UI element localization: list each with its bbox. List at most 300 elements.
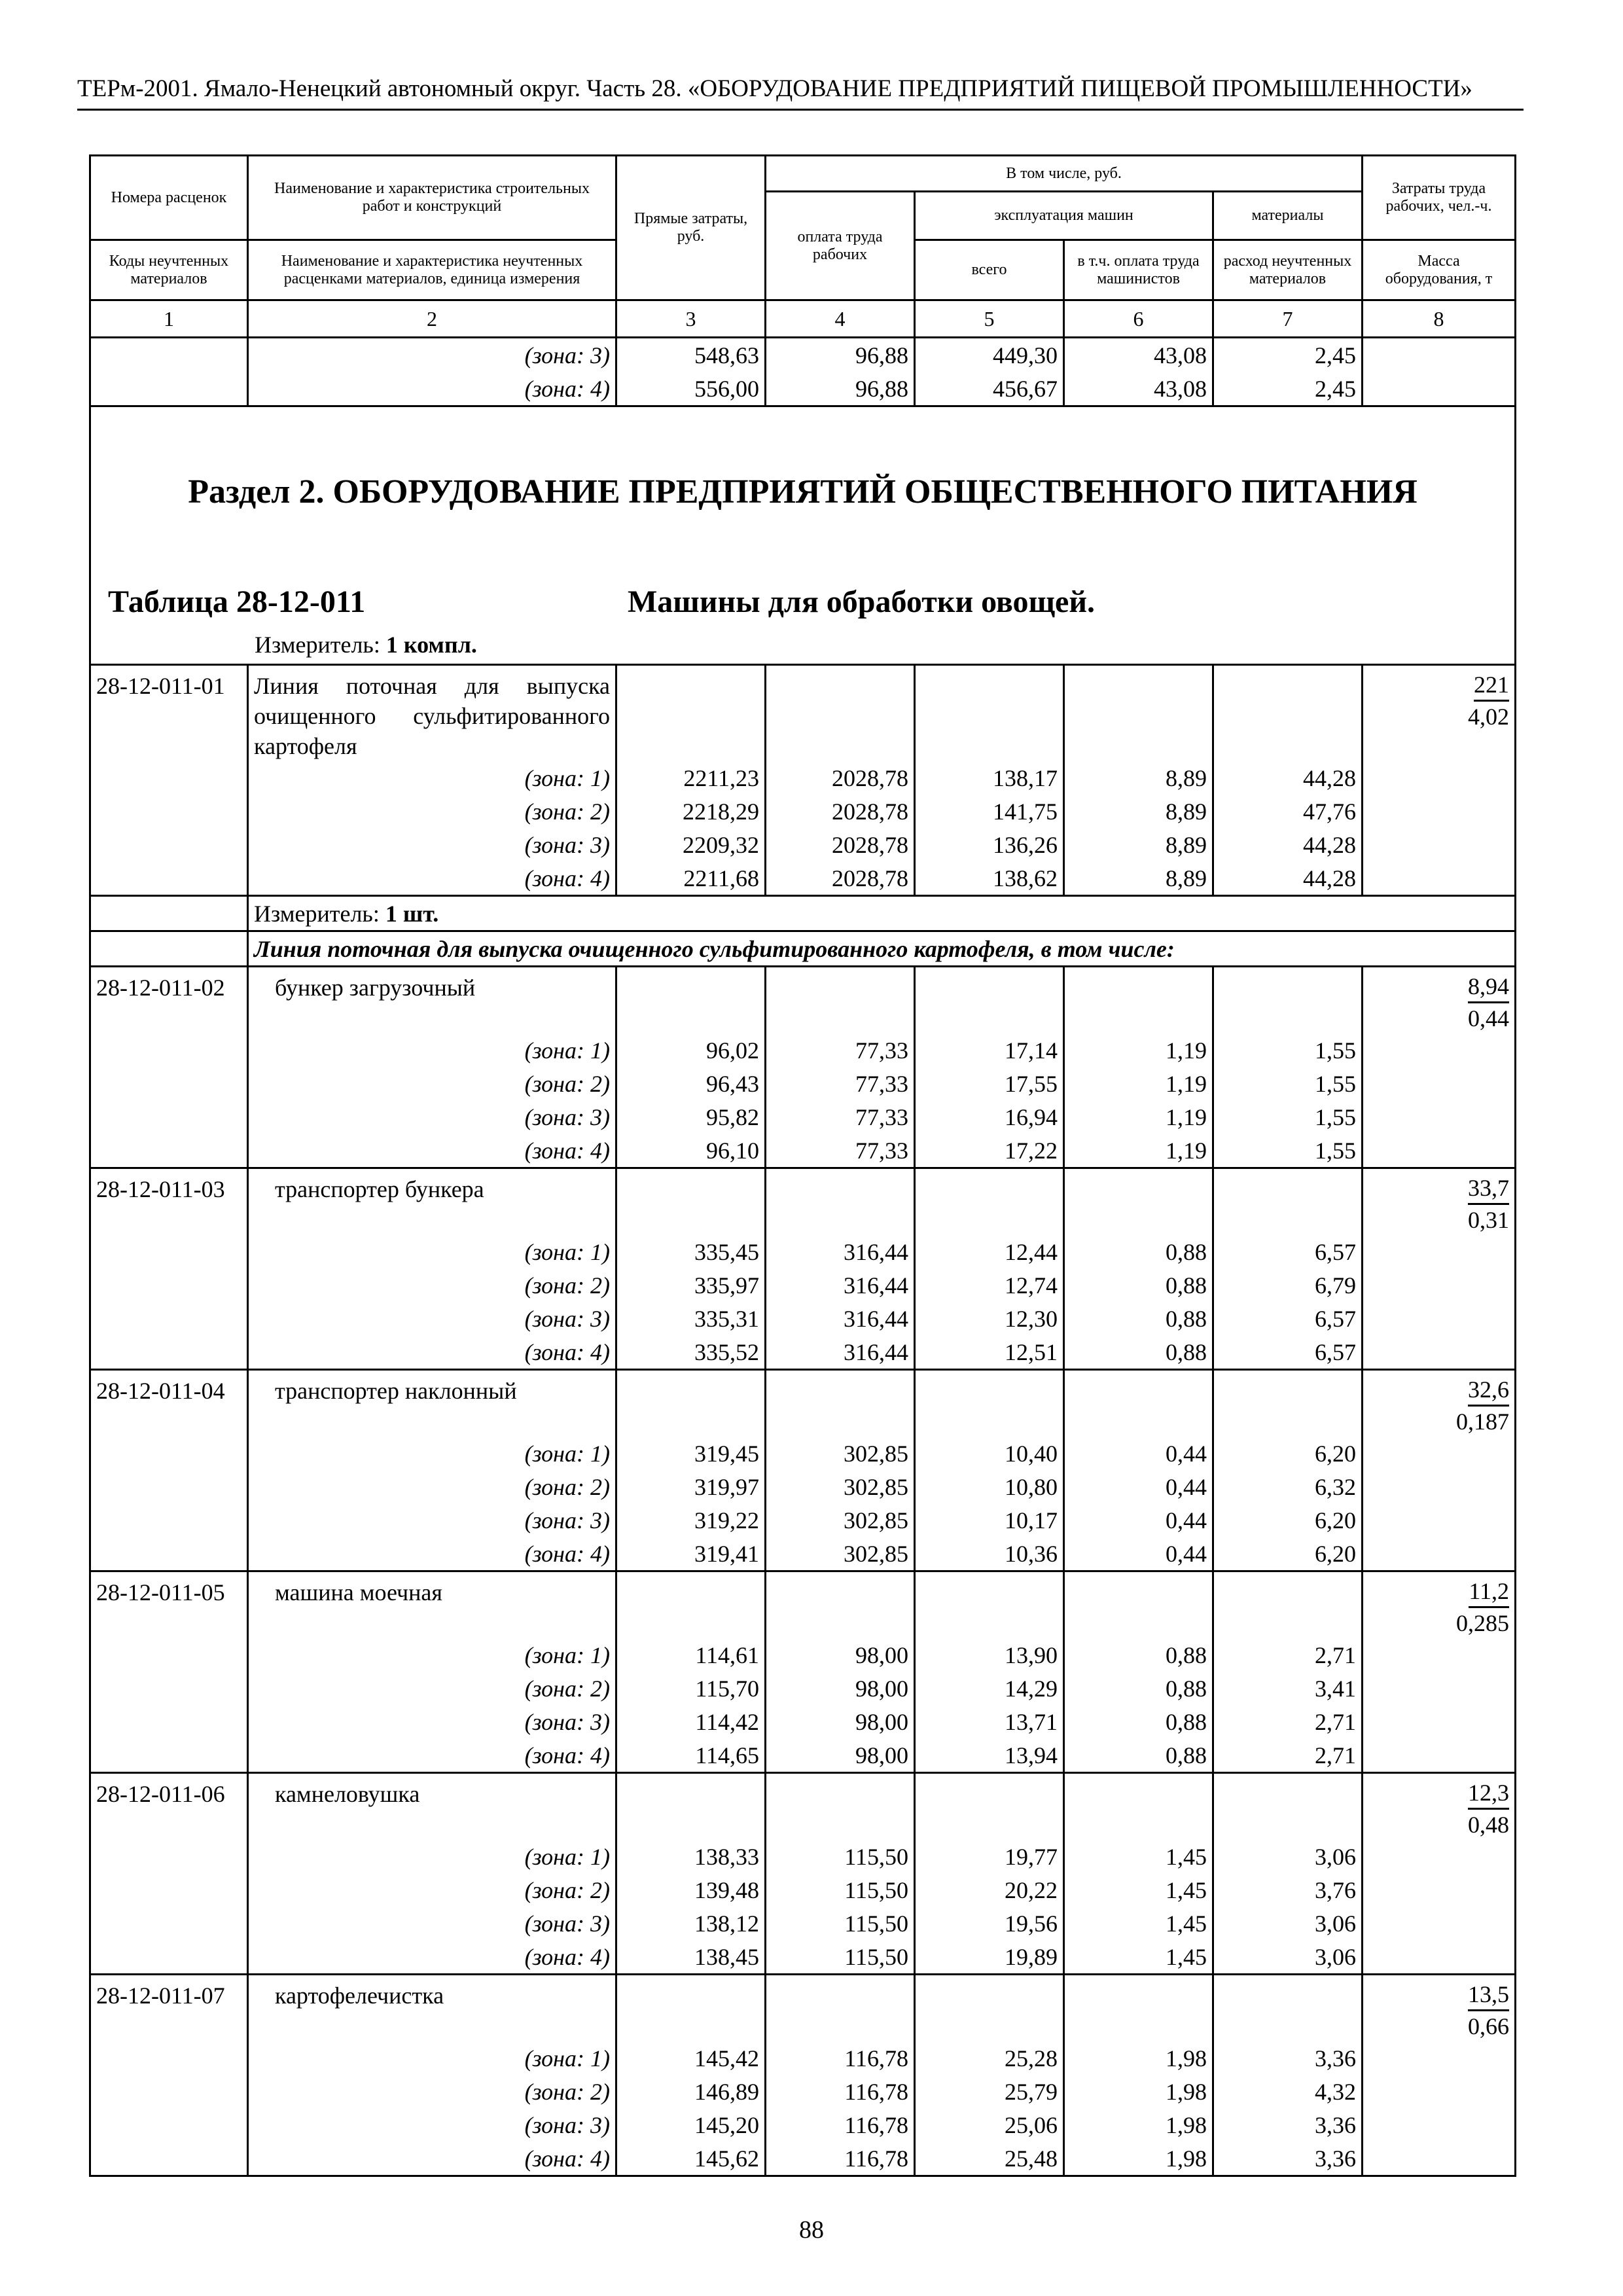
value-machines: 25,28 [915, 2041, 1064, 2075]
zone-row [90, 1033, 1516, 1067]
empty-cell [90, 1873, 248, 1907]
empty-cell [915, 1773, 1064, 1840]
value-operator-pay: 1,19 [1064, 1067, 1213, 1100]
value-materials: 2,45 [1213, 372, 1363, 406]
zone-label: (зона: 2) [248, 1268, 616, 1302]
measure-label: Измеритель: [255, 632, 386, 658]
rate-code: 28-12-011-04 [90, 1370, 248, 1437]
value-operator-pay: 1,45 [1064, 1907, 1213, 1940]
zone-label: (зона: 1) [248, 1235, 616, 1268]
value-direct: 139,48 [616, 1873, 766, 1907]
value-machines: 138,17 [915, 761, 1064, 795]
value-worker-pay: 2028,78 [766, 861, 915, 896]
rate-code: 28-12-011-07 [90, 1975, 248, 2042]
mass-value: 0,285 [1456, 1610, 1509, 1636]
header-material-consumption: расход неучтенных материалов [1213, 240, 1363, 300]
zone-label: (зона: 1) [248, 1840, 616, 1873]
zone-row [90, 1840, 1516, 1873]
empty-cell [90, 1302, 248, 1335]
empty-cell [1363, 2108, 1516, 2142]
value-machines: 20,22 [915, 1873, 1064, 1907]
rate-name: транспортер наклонный [248, 1370, 616, 1437]
empty-cell [90, 1235, 248, 1268]
zone-label: (зона: 1) [248, 1033, 616, 1067]
zone-row [90, 795, 1516, 828]
value-direct: 319,22 [616, 1503, 766, 1537]
table-number: Таблица 28-12-011 [108, 584, 366, 619]
empty-cell [1213, 1571, 1363, 1639]
empty-cell [90, 2142, 248, 2176]
value-operator-pay: 0,44 [1064, 1437, 1213, 1470]
value-machines: 25,06 [915, 2108, 1064, 2142]
zone-label: (зона: 4) [248, 1134, 616, 1168]
labor-value: 33,7 [1468, 1173, 1509, 1205]
value-direct: 115,70 [616, 1672, 766, 1705]
value-operator-pay: 8,89 [1064, 761, 1213, 795]
value-operator-pay: 1,98 [1064, 2041, 1213, 2075]
value-operator-pay: 1,45 [1064, 1873, 1213, 1907]
empty-cell [1064, 665, 1213, 762]
zone-label: (зона: 4) [248, 2142, 616, 2176]
labor-value: 11,2 [1469, 1576, 1509, 1608]
empty-cell [1213, 967, 1363, 1034]
column-number: 5 [915, 300, 1064, 338]
empty-cell [1363, 1437, 1516, 1470]
value-direct: 145,20 [616, 2108, 766, 2142]
zone-label: (зона: 1) [248, 1437, 616, 1470]
labor-mass-cell [1363, 1370, 1516, 1437]
zone-row [90, 1940, 1516, 1975]
value-materials: 6,57 [1213, 1302, 1363, 1335]
value-worker-pay: 115,50 [766, 1840, 915, 1873]
value-worker-pay: 98,00 [766, 1638, 915, 1672]
labor-value: 32,6 [1468, 1374, 1509, 1407]
column-number: 1 [90, 300, 248, 338]
zone-label: (зона: 4) [248, 1335, 616, 1370]
value-direct: 2209,32 [616, 828, 766, 861]
value-materials: 6,57 [1213, 1235, 1363, 1268]
value-direct: 96,10 [616, 1134, 766, 1168]
value-operator-pay: 1,98 [1064, 2108, 1213, 2142]
rates-table [89, 154, 1516, 2177]
empty-cell [90, 1033, 248, 1067]
empty-cell [1363, 1503, 1516, 1537]
value-materials: 3,36 [1213, 2041, 1363, 2075]
value-direct: 335,31 [616, 1302, 766, 1335]
empty-cell [766, 1571, 915, 1639]
table-body [90, 338, 1516, 2176]
header-equipment-mass: Масса оборудования, т [1363, 240, 1516, 300]
empty-cell [90, 2041, 248, 2075]
value-machines: 10,36 [915, 1537, 1064, 1571]
header-work-name: Наименование и характеристика строительных работ и конструкций [248, 156, 616, 240]
value-machines: 12,30 [915, 1302, 1064, 1335]
zone-label: (зона: 3) [248, 1705, 616, 1738]
empty-cell [90, 1907, 248, 1940]
zone-label: (зона: 4) [248, 372, 616, 406]
value-direct: 145,62 [616, 2142, 766, 2176]
empty-cell [1363, 1537, 1516, 1571]
empty-cell [1363, 1268, 1516, 1302]
zone-row [90, 1268, 1516, 1302]
zone-label: (зона: 2) [248, 795, 616, 828]
empty-cell [90, 1335, 248, 1370]
empty-cell [1363, 1134, 1516, 1168]
zone-row [90, 1470, 1516, 1503]
empty-cell [1064, 1370, 1213, 1437]
header-material-codes: Коды неучтенных материалов [90, 240, 248, 300]
value-materials: 1,55 [1213, 1134, 1363, 1168]
empty-cell [1363, 1638, 1516, 1672]
value-direct: 138,12 [616, 1907, 766, 1940]
value-direct: 114,61 [616, 1638, 766, 1672]
value-materials: 3,41 [1213, 1672, 1363, 1705]
column-number: 2 [248, 300, 616, 338]
value-worker-pay: 98,00 [766, 1738, 915, 1773]
value-direct: 319,41 [616, 1537, 766, 1571]
measure-unit [248, 896, 1516, 931]
value-worker-pay: 316,44 [766, 1235, 915, 1268]
empty-cell [90, 1638, 248, 1672]
empty-cell [1363, 828, 1516, 861]
value-worker-pay: 302,85 [766, 1503, 915, 1537]
value-materials: 1,55 [1213, 1100, 1363, 1134]
mass-value: 0,44 [1468, 1005, 1509, 1031]
value-direct: 548,63 [616, 338, 766, 372]
value-worker-pay: 115,50 [766, 1873, 915, 1907]
value-materials: 6,20 [1213, 1503, 1363, 1537]
subheading: Линия поточная для выпуска очищенного сульфитированного картофеля, в том числе: [248, 931, 1516, 967]
value-machines: 17,55 [915, 1067, 1064, 1100]
header-worker-pay: оплата труда рабочих [766, 192, 915, 300]
empty-cell [90, 2108, 248, 2142]
value-worker-pay: 316,44 [766, 1268, 915, 1302]
value-worker-pay: 115,50 [766, 1907, 915, 1940]
empty-cell [766, 967, 915, 1034]
zone-row [90, 828, 1516, 861]
empty-cell [915, 1168, 1064, 1236]
empty-cell [1363, 1705, 1516, 1738]
zone-row [90, 1437, 1516, 1470]
value-operator-pay: 0,88 [1064, 1672, 1213, 1705]
empty-cell [766, 1168, 915, 1236]
empty-cell [1363, 861, 1516, 896]
value-materials: 44,28 [1213, 828, 1363, 861]
labor-mass-cell [1363, 1773, 1516, 1840]
rate-code: 28-12-011-05 [90, 1571, 248, 1639]
value-worker-pay: 98,00 [766, 1672, 915, 1705]
rate-name: бункер загрузочный [248, 967, 616, 1034]
empty-cell [90, 1705, 248, 1738]
value-operator-pay: 0,88 [1064, 1738, 1213, 1773]
empty-cell [616, 1168, 766, 1236]
empty-cell [1213, 665, 1363, 762]
value-operator-pay: 43,08 [1064, 372, 1213, 406]
zone-label: (зона: 3) [248, 1907, 616, 1940]
value-operator-pay: 8,89 [1064, 861, 1213, 896]
rate-item-row [90, 665, 1516, 762]
column-number: 7 [1213, 300, 1363, 338]
mass-value: 0,31 [1468, 1207, 1509, 1233]
value-direct: 2211,23 [616, 761, 766, 795]
zone-label: (зона: 2) [248, 1470, 616, 1503]
zone-label: (зона: 3) [248, 338, 616, 372]
value-direct: 114,65 [616, 1738, 766, 1773]
value-operator-pay: 1,19 [1064, 1100, 1213, 1134]
empty-cell [1064, 1168, 1213, 1236]
value-worker-pay: 116,78 [766, 2142, 915, 2176]
value-direct: 2211,68 [616, 861, 766, 896]
measure-value: 1 шт. [385, 900, 439, 927]
value-direct: 335,52 [616, 1335, 766, 1370]
empty-cell [1064, 1773, 1213, 1840]
measure-row [90, 896, 1516, 931]
header-direct-costs: Прямые затраты, руб. [616, 156, 766, 300]
empty-cell [90, 795, 248, 828]
zone-row [90, 2142, 1516, 2176]
zone-row [90, 1705, 1516, 1738]
value-operator-pay: 0,88 [1064, 1235, 1213, 1268]
zone-row [90, 2041, 1516, 2075]
empty-cell [90, 1672, 248, 1705]
labor-mass-cell [1363, 1975, 1516, 2042]
empty-cell [616, 1773, 766, 1840]
labor-value: 8,94 [1468, 971, 1509, 1003]
empty-cell [1363, 1100, 1516, 1134]
value-machines: 16,94 [915, 1100, 1064, 1134]
empty-cell [90, 828, 248, 861]
empty-cell [915, 1571, 1064, 1639]
zone-row [90, 1907, 1516, 1940]
empty-cell [90, 1537, 248, 1571]
zone-label: (зона: 3) [248, 1503, 616, 1537]
zone-row [90, 2075, 1516, 2108]
value-operator-pay: 0,44 [1064, 1470, 1213, 1503]
zone-label: (зона: 2) [248, 1873, 616, 1907]
value-operator-pay: 1,98 [1064, 2142, 1213, 2176]
zone-row [90, 1503, 1516, 1537]
value-worker-pay: 116,78 [766, 2075, 915, 2108]
empty-cell [1363, 795, 1516, 828]
empty-cell [1363, 1033, 1516, 1067]
mass-value: 0,66 [1468, 2013, 1509, 2039]
rate-item-row [90, 1168, 1516, 1236]
value-materials: 2,71 [1213, 1738, 1363, 1773]
zone-row [90, 1672, 1516, 1705]
value-worker-pay: 116,78 [766, 2108, 915, 2142]
header-rate-numbers: Номера расценок [90, 156, 248, 240]
value-direct: 145,42 [616, 2041, 766, 2075]
zone-label: (зона: 2) [248, 2075, 616, 2108]
zone-label: (зона: 2) [248, 1672, 616, 1705]
value-machines: 12,44 [915, 1235, 1064, 1268]
value-direct: 335,97 [616, 1268, 766, 1302]
value-operator-pay: 0,88 [1064, 1335, 1213, 1370]
value-machines: 19,89 [915, 1940, 1064, 1975]
section-block [90, 406, 1516, 665]
header-machines-total: всего [915, 240, 1064, 300]
zone-row [90, 761, 1516, 795]
empty-cell [1363, 2075, 1516, 2108]
empty-cell [90, 896, 248, 931]
rate-item-row [90, 1571, 1516, 1639]
value-materials: 6,57 [1213, 1335, 1363, 1370]
zone-label: (зона: 4) [248, 1537, 616, 1571]
empty-cell [90, 1268, 248, 1302]
zone-row [90, 1335, 1516, 1370]
zone-label: (зона: 1) [248, 2041, 616, 2075]
value-worker-pay: 77,33 [766, 1033, 915, 1067]
value-machines: 13,71 [915, 1705, 1064, 1738]
value-machines: 141,75 [915, 795, 1064, 828]
empty-cell [1363, 2041, 1516, 2075]
value-machines: 10,40 [915, 1437, 1064, 1470]
empty-cell [915, 967, 1064, 1034]
labor-mass-cell [1363, 665, 1516, 762]
column-number: 8 [1363, 300, 1516, 338]
rate-code: 28-12-011-03 [90, 1168, 248, 1236]
value-machines: 25,79 [915, 2075, 1064, 2108]
empty-cell [766, 665, 915, 762]
value-materials: 6,20 [1213, 1437, 1363, 1470]
zone-row [90, 1302, 1516, 1335]
value-operator-pay: 0,88 [1064, 1638, 1213, 1672]
measure-unit [255, 631, 477, 658]
zone-label: (зона: 4) [248, 1940, 616, 1975]
section-row [90, 406, 1516, 665]
column-number: 6 [1064, 300, 1213, 338]
page-header: ТЕРм-2001. Ямало-Ненецкий автономный округ. Часть 28. «ОБОРУДОВАНИЕ ПРЕДПРИЯТИЙ ПИЩЕВОЙ ПРОМЫШЛЕННОСТИ» [77, 73, 1524, 111]
rate-item-row [90, 1370, 1516, 1437]
zone-row [90, 2108, 1516, 2142]
page-number: 88 [799, 2216, 824, 2244]
empty-cell [1363, 1873, 1516, 1907]
zone-label: (зона: 1) [248, 761, 616, 795]
value-materials: 6,79 [1213, 1268, 1363, 1302]
value-materials: 3,06 [1213, 1907, 1363, 1940]
value-machines: 17,14 [915, 1033, 1064, 1067]
value-materials: 2,71 [1213, 1638, 1363, 1672]
empty-cell [616, 967, 766, 1034]
value-machines: 456,67 [915, 372, 1064, 406]
value-direct: 96,43 [616, 1067, 766, 1100]
value-materials: 4,32 [1213, 2075, 1363, 2108]
value-worker-pay: 302,85 [766, 1470, 915, 1503]
value-machines: 12,74 [915, 1268, 1064, 1302]
empty-cell [1064, 967, 1213, 1034]
empty-cell [1213, 1370, 1363, 1437]
empty-cell [915, 665, 1064, 762]
empty-cell [1363, 1940, 1516, 1975]
column-number: 3 [616, 300, 766, 338]
empty-cell [1213, 1975, 1363, 2042]
header-labor-costs: Затраты труда рабочих, чел.-ч. [1363, 156, 1516, 240]
zone-row [90, 1100, 1516, 1134]
value-direct: 96,02 [616, 1033, 766, 1067]
labor-mass-cell [1363, 967, 1516, 1034]
value-machines: 138,62 [915, 861, 1064, 896]
empty-cell [1363, 1067, 1516, 1100]
empty-cell [1363, 2142, 1516, 2176]
value-direct: 2218,29 [616, 795, 766, 828]
empty-cell [1213, 1168, 1363, 1236]
labor-mass-cell [1363, 1571, 1516, 1639]
value-machines: 449,30 [915, 338, 1064, 372]
value-worker-pay: 77,33 [766, 1134, 915, 1168]
zone-label: (зона: 3) [248, 2108, 616, 2142]
value-worker-pay: 2028,78 [766, 795, 915, 828]
rate-name: машина моечная [248, 1571, 616, 1639]
value-direct: 319,97 [616, 1470, 766, 1503]
header-material-names: Наименование и характеристика неучтенных расценками материалов, единица измерения [248, 240, 616, 300]
value-direct: 114,42 [616, 1705, 766, 1738]
zone-row [90, 861, 1516, 896]
value-worker-pay: 316,44 [766, 1302, 915, 1335]
rate-code: 28-12-011-01 [90, 665, 248, 762]
value-operator-pay: 1,45 [1064, 1840, 1213, 1873]
measure-value: 1 компл. [385, 632, 477, 658]
value-worker-pay: 2028,78 [766, 828, 915, 861]
zone-row [90, 1738, 1516, 1773]
zone-label: (зона: 3) [248, 828, 616, 861]
value-worker-pay: 2028,78 [766, 761, 915, 795]
value-worker-pay: 302,85 [766, 1537, 915, 1571]
empty-cell [90, 1738, 248, 1773]
value-materials: 3,06 [1213, 1840, 1363, 1873]
rate-name: картофелечистка [248, 1975, 616, 2042]
zone-label: (зона: 1) [248, 1638, 616, 1672]
value-operator-pay: 8,89 [1064, 828, 1213, 861]
value-direct: 319,45 [616, 1437, 766, 1470]
value-materials: 3,06 [1213, 1940, 1363, 1975]
empty-cell [90, 1940, 248, 1975]
zone-label: (зона: 3) [248, 1302, 616, 1335]
value-worker-pay: 316,44 [766, 1335, 915, 1370]
value-machines: 19,77 [915, 1840, 1064, 1873]
value-direct: 146,89 [616, 2075, 766, 2108]
table-name: Машины для обработки овощей. [628, 584, 1095, 619]
value-machines: 19,56 [915, 1907, 1064, 1940]
empty-cell [1363, 1672, 1516, 1705]
value-operator-pay: 0,88 [1064, 1302, 1213, 1335]
empty-cell [1363, 1235, 1516, 1268]
empty-cell [90, 861, 248, 896]
value-operator-pay: 1,19 [1064, 1033, 1213, 1067]
rate-item-row [90, 967, 1516, 1034]
labor-value: 13,5 [1468, 1979, 1509, 2011]
rate-name: транспортер бункера [248, 1168, 616, 1236]
zone-row [90, 1235, 1516, 1268]
value-machines: 10,17 [915, 1503, 1064, 1537]
value-materials: 2,45 [1213, 338, 1363, 372]
empty-cell [766, 1370, 915, 1437]
value-materials: 44,28 [1213, 761, 1363, 795]
empty-cell [616, 1370, 766, 1437]
value-machines: 14,29 [915, 1672, 1064, 1705]
mass-value: 4,02 [1468, 704, 1509, 730]
value-worker-pay: 96,88 [766, 372, 915, 406]
value-worker-pay: 96,88 [766, 338, 915, 372]
empty-cell [766, 1975, 915, 2042]
empty-cell [1363, 1302, 1516, 1335]
value-operator-pay: 1,19 [1064, 1134, 1213, 1168]
empty-cell [1213, 1773, 1363, 1840]
empty-cell [915, 1975, 1064, 2042]
value-materials: 2,71 [1213, 1705, 1363, 1738]
zone-row [90, 1638, 1516, 1672]
header-machine-operation: эксплуатация машин [915, 192, 1213, 240]
zone-row [90, 1537, 1516, 1571]
